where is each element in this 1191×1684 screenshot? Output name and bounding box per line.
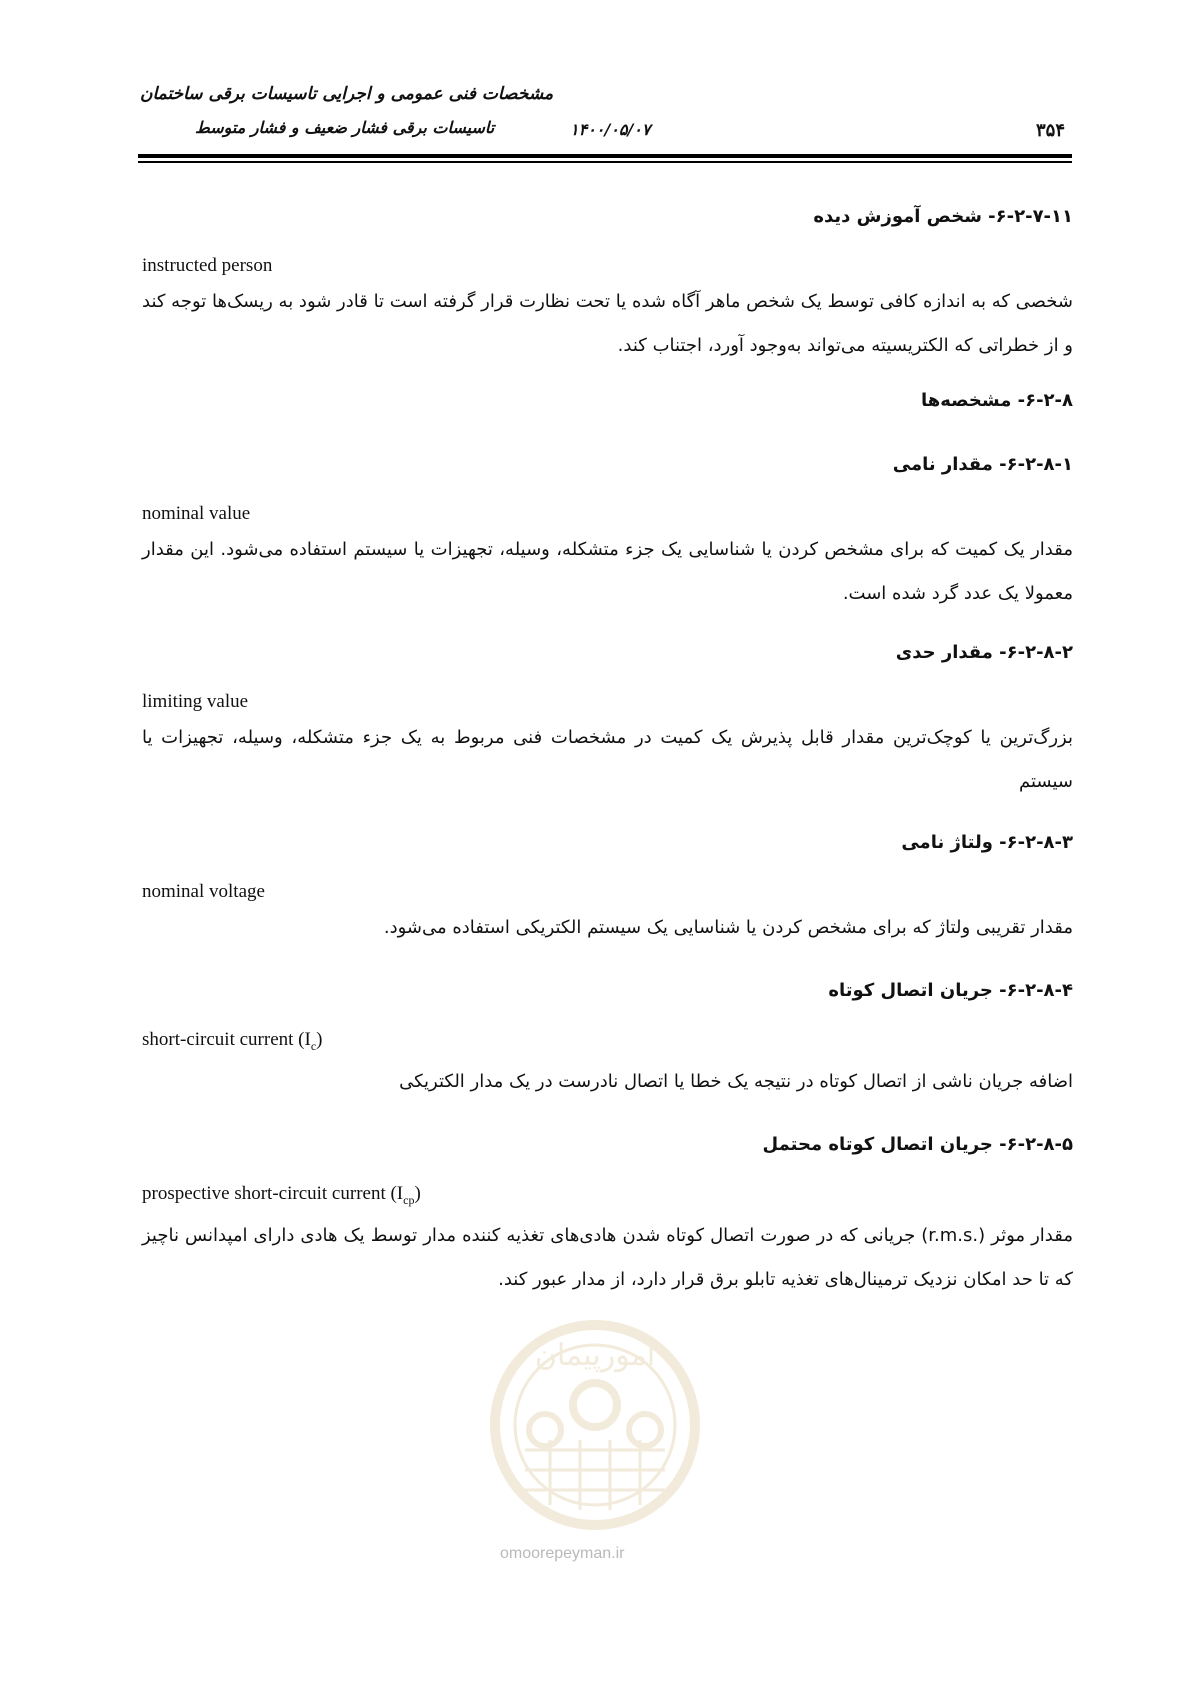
header-rule-thin	[138, 161, 1072, 163]
subscript: c	[310, 1038, 317, 1053]
english-term-text: prospective short-circuit current (I	[142, 1182, 404, 1204]
section-heading: ۶-۲-۸-۱- مقدار نامی	[892, 454, 1073, 475]
subscript: cp	[403, 1192, 415, 1207]
english-term	[142, 1180, 1073, 1214]
english-term-text: short-circuit current (I	[142, 1029, 311, 1050]
english-term: nominal voltage	[142, 881, 265, 902]
english-term	[142, 1026, 1073, 1060]
section	[142, 1130, 1073, 1302]
section	[142, 638, 1073, 804]
section	[142, 976, 1073, 1104]
definition-text: مقدار یک کمیت که برای مشخص کردن یا شناسایی یک جزء متشکله، وسیله، تجهیزات یا سیستم استفاده می‌شود. این مقدار معمولا یک عدد گرد شده است.	[142, 539, 1073, 604]
definition-text: مقدار موثر (.r.m.s) جریانی که در صورت اتصال کوتاه شدن هادی‌های تغذیه کننده مدار توسط یک هادی دارای امپدانس ناچیز که تا حد امکان نزدیک ترمینال‌های تغذیه تابلو برق قرار دارد، از مدار عبور کند.	[142, 1224, 1073, 1290]
section-heading: ۶-۲-۸- مشخصه‌ها	[921, 390, 1073, 411]
section	[142, 828, 1073, 950]
header-date: ۱۴۰۰/۰۵/۰۷	[570, 120, 651, 139]
definition-text: شخصی که به اندازه کافی توسط یک شخص ماهر آگاه شده یا تحت نظارت قرار گرفته است تا قادر شود به ریسک‌ها توجه کند و از خطراتی که الکتریسیته می‌تواند به‌وجود آورد، اجتناب کند.	[142, 291, 1073, 356]
definition-text: بزرگ‌ترین یا کوچک‌ترین مقدار قابل پذیرش یک کمیت در مشخصات فنی مربوط به یک جزء متشکله، وسیله، تجهیزات یا سیستم	[142, 727, 1073, 792]
page-number: ۳۵۴	[1035, 120, 1065, 141]
english-term-end: )	[414, 1182, 421, 1204]
section-heading: ۶-۲-۷-۱۱- شخص آموزش دیده	[813, 206, 1073, 227]
section-heading: ۶-۲-۸-۵- جریان اتصال کوتاه محتمل	[762, 1133, 1073, 1155]
section	[142, 450, 1073, 616]
english-term: limiting value	[142, 691, 249, 712]
document-body	[142, 180, 1073, 1302]
english-term: instructed person	[142, 255, 273, 276]
section-heading: ۶-۲-۸-۴- جریان اتصال کوتاه	[828, 980, 1073, 1001]
section-title: تاسیسات برقی فشار ضعیف و فشار متوسط	[195, 118, 495, 137]
definition-text: اضافه جریان ناشی از اتصال کوتاه در نتیجه یک خطا یا اتصال نادرست در یک مدار الکتریکی	[399, 1070, 1073, 1092]
gear-emblem-icon	[470, 1300, 720, 1550]
book-title: مشخصات فنی عمومی و اجرایی تاسیسات برقی ساختمان	[140, 84, 554, 104]
watermark-logo	[470, 1300, 720, 1550]
header-rule-thick	[138, 154, 1072, 158]
section-heading: ۶-۲-۸-۳- ولتاژ نامی	[901, 832, 1073, 853]
definition-text: مقدار تقریبی ولتاژ که برای مشخص کردن یا شناسایی یک سیستم الکتریکی استفاده می‌شود.	[383, 917, 1073, 938]
section	[142, 386, 1073, 416]
section	[142, 202, 1073, 368]
watermark-text: امورپیمان	[534, 1338, 656, 1373]
english-term: nominal value	[142, 503, 251, 524]
english-term-end: )	[316, 1029, 323, 1050]
section-heading: ۶-۲-۸-۲- مقدار حدی	[895, 642, 1073, 663]
watermark-url: omoorepeyman.ir	[500, 1545, 625, 1562]
